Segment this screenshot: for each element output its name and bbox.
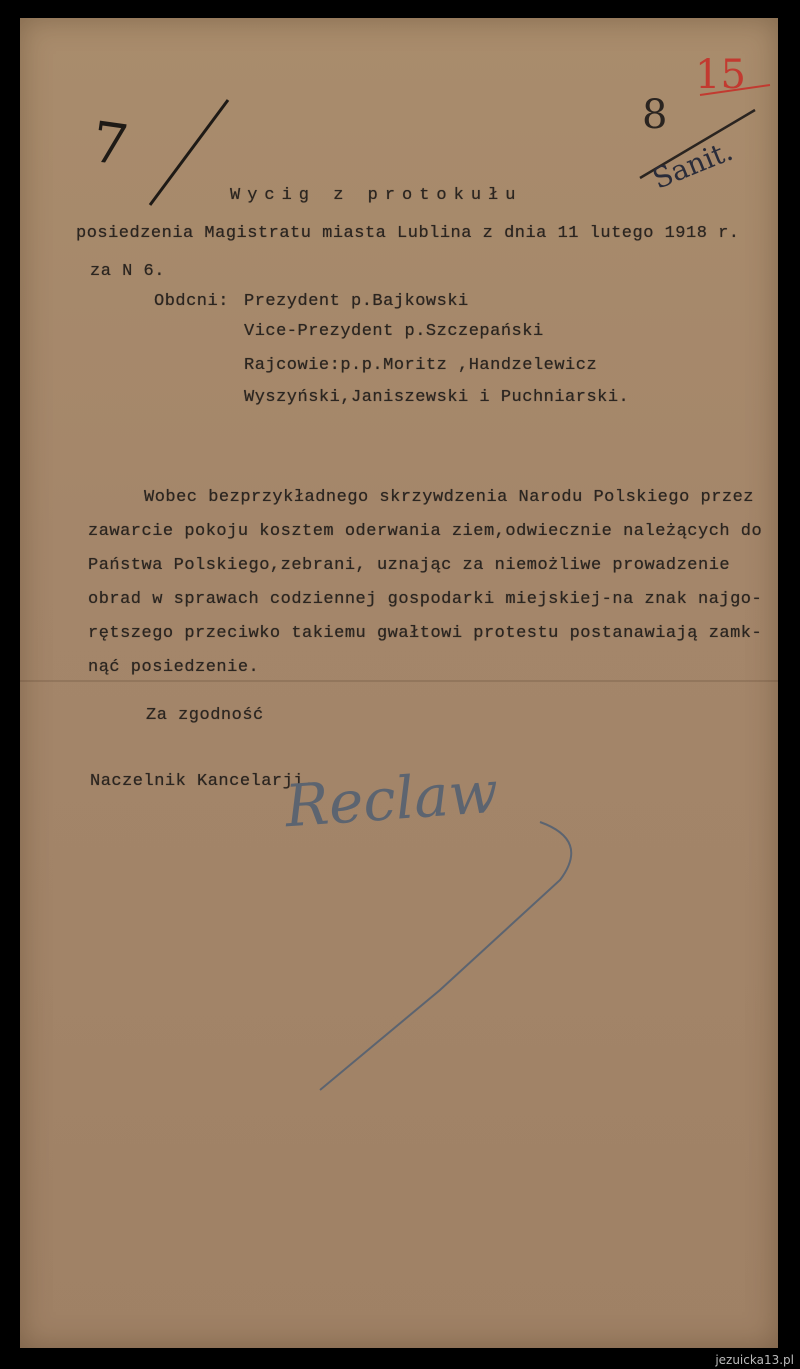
body-line: Państwa Polskiego,zebrani, uznając za niemożliwe prowadzenie	[88, 556, 731, 575]
attendance-line: Rajcowie:p.p.Moritz ,Handzelewicz	[244, 356, 598, 375]
body-line: rętszego przeciwko takiemu gwałtowi protestu postanawiają zamk-	[88, 624, 763, 643]
slash-stroke	[150, 100, 228, 205]
attendance-label: Obdcni:	[154, 292, 229, 311]
conformity-line: Za zgodność	[146, 706, 264, 725]
handwritten-red-number: 15	[695, 52, 746, 98]
header-line: posiedzenia Magistratu miasta Lublina z dnia 11 lutego 1918 r.	[76, 224, 740, 243]
attendance-line: Wyszyński,Janiszewski i Puchniarski.	[244, 388, 630, 407]
attendance-line: Prezydent p.Bajkowski	[244, 292, 469, 311]
document-title: Wycig z protokułu	[230, 186, 523, 205]
handwritten-mark-7: 7	[87, 109, 132, 180]
body-line: obrad w sprawach codziennej gospodarki miejskiej-na znak najgo-	[88, 590, 763, 609]
number-line: za N 6.	[90, 262, 165, 281]
handwritten-number-8: 8	[642, 92, 668, 138]
body-line: zawarcie pokoju kosztem oderwania ziem,odwiecznie należących do	[88, 522, 763, 541]
attendance-line: Vice-Prezydent p.Szczepański	[244, 322, 544, 341]
watermark: jezuicka13.pl	[715, 1353, 794, 1367]
signatory-line: Naczelnik Kancelarji.	[90, 772, 315, 791]
body-line: Wobec bezprzykładnego skrzywdzenia Narodu Polskiego przez	[144, 488, 754, 507]
body-line: nąć posiedzenie.	[88, 658, 260, 677]
signature-tail	[320, 822, 571, 1090]
handwritten-note: Sanit.	[648, 133, 738, 196]
signature: Reclaw	[282, 757, 501, 841]
